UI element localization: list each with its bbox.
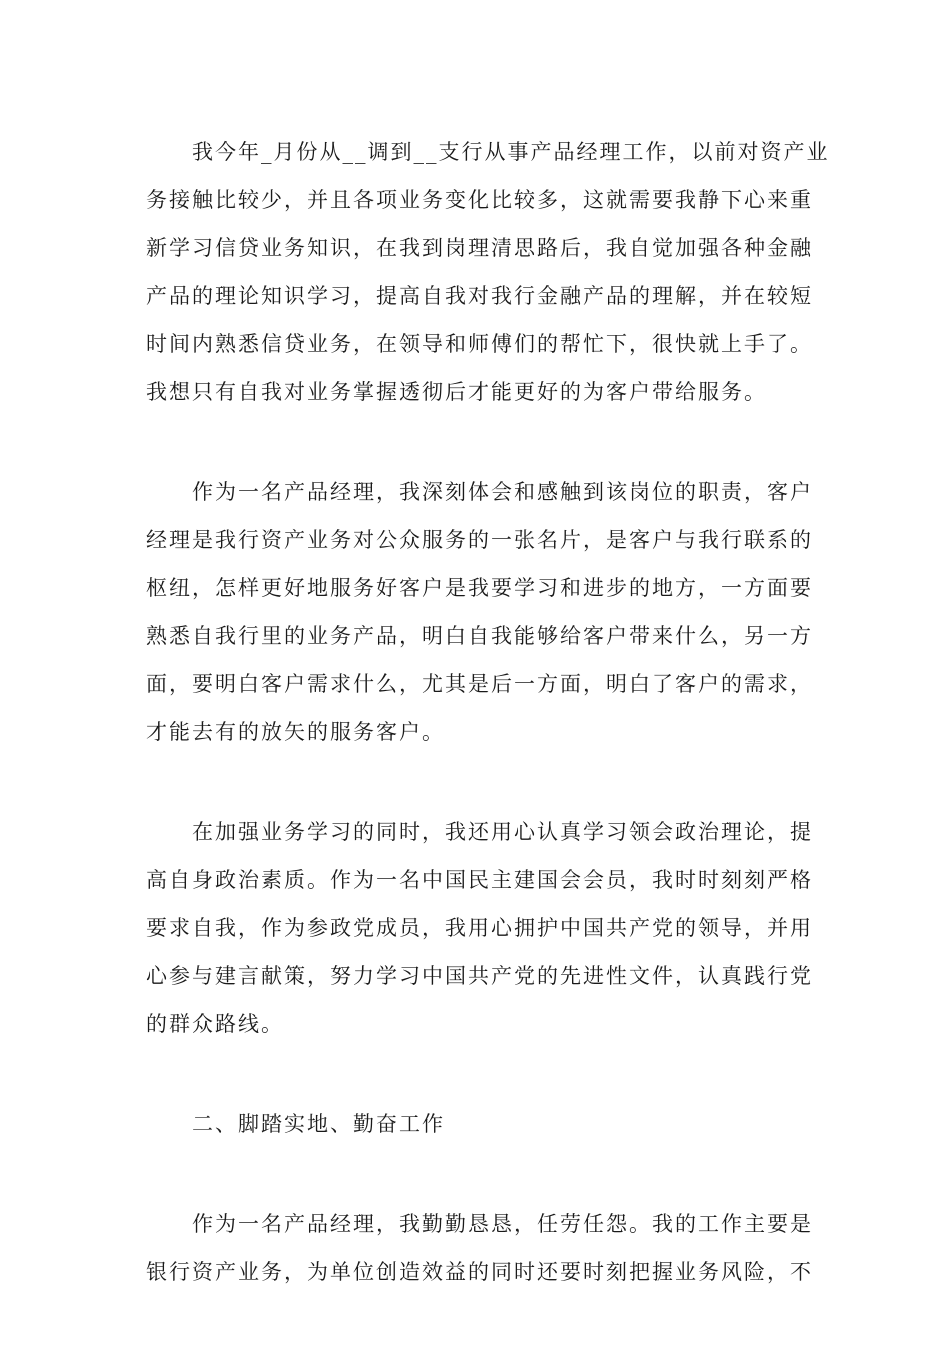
paragraph-line: 要求自我，作为参政党成员，我用心拥护中国共产党的领导，并用 [146,916,813,940]
paragraph-line: 的群众路线。 [146,1012,284,1036]
paragraph-line: 我今年_月份从__调到__支行从事产品经理工作，以前对资产业 [192,140,830,164]
section-heading [146,1100,806,1148]
paragraph-line: 经理是我行资产业务对公众服务的一张名片，是客户与我行联系的 [146,528,813,552]
paragraph-line: 枢纽，怎样更好地服务好客户是我要学习和进步的地方，一方面要 [146,576,813,600]
paragraph-line: 时间内熟悉信贷业务，在领导和师傅们的帮忙下，很快就上手了。 [146,332,813,356]
paragraph-line: 面，要明白客户需求什么，尤其是后一方面，明白了客户的需求， [146,672,813,696]
paragraph-line: 银行资产业务，为单位创造效益的同时还要时刻把握业务风险，不 [146,1260,813,1284]
paragraph-2 [146,468,813,756]
paragraph-3 [146,808,813,1048]
paragraph-line: 产品的理论知识学习，提高自我对我行金融产品的理解，并在较短 [146,284,813,308]
paragraph-line: 心参与建言献策，努力学习中国共产党的先进性文件，认真践行党 [146,964,813,988]
paragraph-4 [146,1200,813,1296]
paragraph-line: 我想只有自我对业务掌握透彻后才能更好的为客户带给服务。 [146,380,767,404]
paragraph-line: 熟悉自我行里的业务产品，明白自我能够给客户带来什么，另一方 [146,624,813,648]
paragraph-line: 作为一名产品经理，我深刻体会和感触到该岗位的职责，客户 [192,480,813,504]
paragraph-line: 新学习信贷业务知识，在我到岗理清思路后，我自觉加强各种金融 [146,236,813,260]
paragraph-line: 才能去有的放矢的服务客户。 [146,720,445,744]
paragraph-line: 在加强业务学习的同时，我还用心认真学习领会政治理论，提 [192,820,813,844]
paragraph-line: 务接触比较少，并且各项业务变化比较多，这就需要我静下心来重 [146,188,813,212]
paragraph-line: 高自身政治素质。作为一名中国民主建国会会员，我时时刻刻严格 [146,868,813,892]
paragraph-line: 作为一名产品经理，我勤勤恳恳，任劳任怨。我的工作主要是 [192,1212,813,1236]
paragraph-1 [146,128,830,416]
section-heading-text: 二、脚踏实地、勤奋工作 [192,1112,445,1136]
document-body [146,128,830,1348]
